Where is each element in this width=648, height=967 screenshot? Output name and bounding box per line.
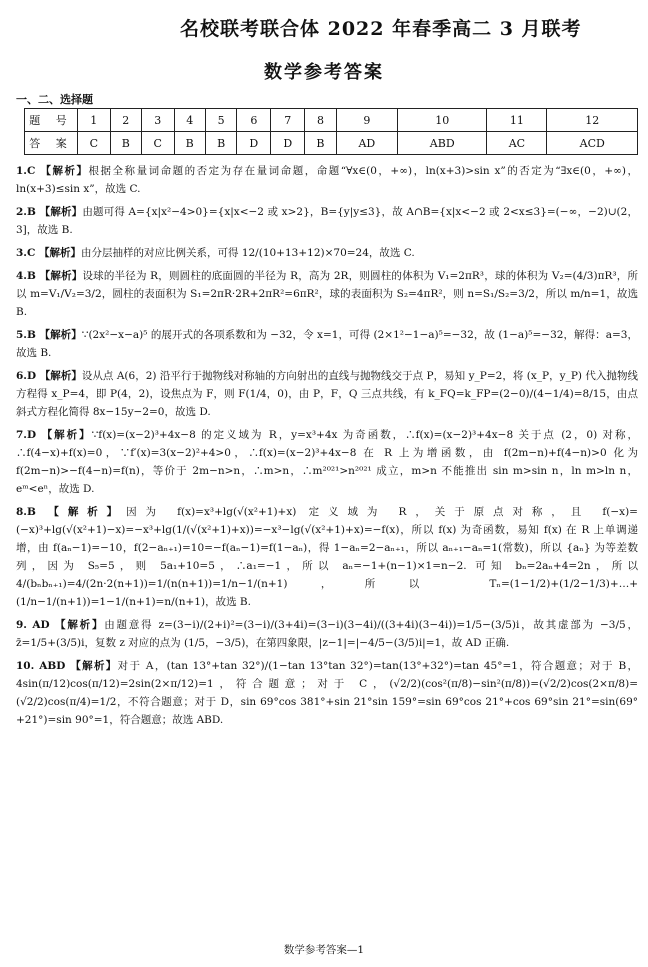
page-subtitle: 数学参考答案 [264, 62, 384, 83]
page-title: 名校联考联合体 2022 年春季高二 3 月联考 [180, 18, 582, 40]
table-cell: 2 [110, 109, 141, 132]
solution-head: 5.B 【解析】 [16, 329, 82, 341]
section-label: 一、二、选择题 [16, 93, 93, 106]
solution-list [16, 162, 638, 734]
solution-head: 3.C 【解析】 [16, 247, 81, 259]
table-cell: 6 [237, 109, 271, 132]
solution-item [16, 162, 638, 198]
table-cell: 11 [487, 109, 547, 132]
table-cell: 1 [78, 109, 111, 132]
table-cell: B [110, 132, 141, 155]
table-cell: D [237, 132, 271, 155]
answer-table-number-row [25, 109, 638, 132]
solution-head: 6.D 【解析】 [16, 370, 82, 382]
solution-item [16, 616, 638, 652]
solution-item [16, 244, 638, 262]
table-cell: 5 [205, 109, 236, 132]
table-cell: B [205, 132, 236, 155]
solution-head: 2.B 【解析】 [16, 206, 83, 218]
solution-text: 由题意得 z=(3−i)/(2+i)²=(3−i)/(3+4i)=(3−i)(3−4i)/((3+4i)(3−4i))=1/5−(3/5)i，故其虚部为 −3/5，z̄=1/5+(3/5)i，复数 z 对应的点为 (1/5，−3/5)，在第四象限，|z−1|=|−4/5−(3/5)i|=1，故 AD 正确. [16, 619, 638, 649]
solution-item [16, 203, 638, 239]
table-cell: ABD [398, 132, 487, 155]
solution-text: 对于 A，(tan 13°+tan 32°)/(1−tan 13°tan 32°)=tan(13°+32°)=tan 45°=1，符合题意；对于 B，4sin(π/12)cos(π/12)=2sin(2×π/12)=1，符合题意；对于 C，(√2/2)(cos²(π/8)−sin²(π/8))=(√2/2)cos(2×π/8)=(√2/2)cos(π/4)=1/2，不符合题意；对于 D，sin 69°cos 381°+sin 21°sin 159°=sin 69°cos 21°+cos 69°sin 21°=sin(69°+21°)=sin 90°=1，符合题意；故选 ABD. [16, 660, 638, 726]
solution-head: 8.B 【解析】 [16, 506, 127, 518]
solution-item [16, 426, 638, 498]
solution-text: 设球的半径为 R，则圆柱的底面圆的半径为 R，高为 2R，则圆柱的体积为 V₁=2πR³，球的体积为 V₂=(4/3)πR³，所以 m=V₁/V₂=3/2，圆柱的表面积为 S₁=2πR·2R+2πR²=6πR²，球的表面积为 S₂=4πR²，则 n=S₁/S₂=3/2，所以 m/n=1，故选 B. [16, 270, 638, 318]
solution-item [16, 657, 638, 729]
table-cell: ACD [547, 132, 638, 155]
solution-head: 7.D 【解析】 [16, 429, 92, 441]
table-cell: 9 [336, 109, 397, 132]
table-cell: 12 [547, 109, 638, 132]
table-cell: 7 [271, 109, 305, 132]
answer-table [24, 108, 638, 155]
table-cell: 3 [141, 109, 174, 132]
table-cell: D [271, 132, 305, 155]
row-label-answer: 答 案 [25, 132, 78, 155]
table-cell: C [78, 132, 111, 155]
solution-head: 9. AD 【解析】 [16, 619, 105, 631]
solution-head: 1.C 【解析】 [16, 165, 89, 177]
table-cell: 8 [305, 109, 336, 132]
solution-text: ∵(2x²−x−a)⁵ 的展开式的各项系数和为 −32，令 x=1，可得 (2×1²−1−a)⁵=−32，故 (1−a)⁵=−32，解得：a=3，故选 B. [16, 329, 638, 359]
table-cell: 10 [398, 109, 487, 132]
solution-head: 10. ABD 【解析】 [16, 660, 118, 672]
row-label-number: 题 号 [25, 109, 78, 132]
solution-text: 设从点 A(6，2) 沿平行于抛物线对称轴的方向射出的直线与抛物线交于点 P，易知 y_P=2，将 (x_P，y_P) 代入抛物线方程得 x_P=4，即 P(4，2)，设焦点为 F，则 F(1/4，0)，由 P，F，Q 三点共线，有 k_FQ=k_FP=(2−0)/(4−1/4)=8/15，由点斜式方程化简得 8x−15y−2=0，故选 D. [16, 370, 638, 418]
solution-item [16, 326, 638, 362]
solution-item [16, 267, 638, 321]
table-cell: C [141, 132, 174, 155]
table-cell: 4 [174, 109, 205, 132]
solution-text: 由分层抽样的对应比例关系，可得 12/(10+13+12)×70=24，故选 C. [80, 247, 415, 259]
table-cell: B [305, 132, 336, 155]
solution-text: 由题可得 A={x|x²−4>0}={x|x<−2 或 x>2}，B={y|y≤3}，故 A∩B={x|x<−2 或 2<x≤3}=(−∞，−2)∪(2，3]，故选 B. [16, 206, 638, 236]
table-cell: B [174, 132, 205, 155]
solution-head: 4.B 【解析】 [16, 270, 83, 282]
solution-text: 根据全称量词命题的否定为存在量词命题，命题“∀x∈(0，+∞)，ln(x+3)>sin x”的否定为“∃x∈(0，+∞)，ln(x+3)≤sin x”，故选 C. [16, 165, 638, 195]
table-cell: AC [487, 132, 547, 155]
solution-text: ∵f(x)=(x−2)³+4x−8 的定义域为 R，y=x³+4x 为奇函数，∴f(x)=(x−2)³+4x−8 关于点 (2，0) 对称，∴f(4−x)+f(x)=0，∵f′(x)=3(x−2)²+4>0，∴f(x)=(x−2)³+4x−8 在 R 上为增函数，由 f(2m−n)+f(4−n)>0 化为 f(2m−n)>−f(4−n)=f(n)，等价于 2m−n>n，∴m>n，∴m²⁰²¹>n²⁰²¹ 成立，m>n 不能推出 sin m>sin n，ln m>ln n，eᵐ<eⁿ，故选 D. [16, 429, 638, 495]
solution-item [16, 503, 638, 611]
solution-item [16, 367, 638, 421]
answer-table-answer-row [25, 132, 638, 155]
solution-text: 因为 f(x)=x³+lg(√(x²+1)+x) 定义域为 R，关于原点对称，且 f(−x)=(−x)³+lg(√(x²+1)−x)=−x³+lg(1/(√(x²+1)+x))=−x³−lg(√(x²+1)+x)=−f(x)，所以 f(x) 为奇函数，易知 f(x) 在 R 上单调递增，由 f(aₙ−1)=−10，f(2−aₙ₊₁)=10=−f(aₙ−1)=f(1−aₙ)，得 1−aₙ=2−aₙ₊₁，所以 aₙ₊₁−aₙ=1(常数)，所以 {aₙ} 为等差数列，因为 S₅=5，则 5a₁+10=5，∴a₁=−1，所以 aₙ=−1+(n−1)×1=n−2. 可知 bₙ=2aₙ+4=2n，所以 4/(bₙbₙ₊₁)=4/(2n·2(n+1))=1/(n(n+1))=1/n−1/(n+1)，所以 Tₙ=(1−1/2)+(1/2−1/3)+…+(1/n−1/(n+1))=1−1/(n+1)=n/(n+1)，故选 B. [16, 506, 638, 608]
page-footer: 数学参考答案—1 [283, 944, 365, 956]
table-cell: AD [336, 132, 397, 155]
